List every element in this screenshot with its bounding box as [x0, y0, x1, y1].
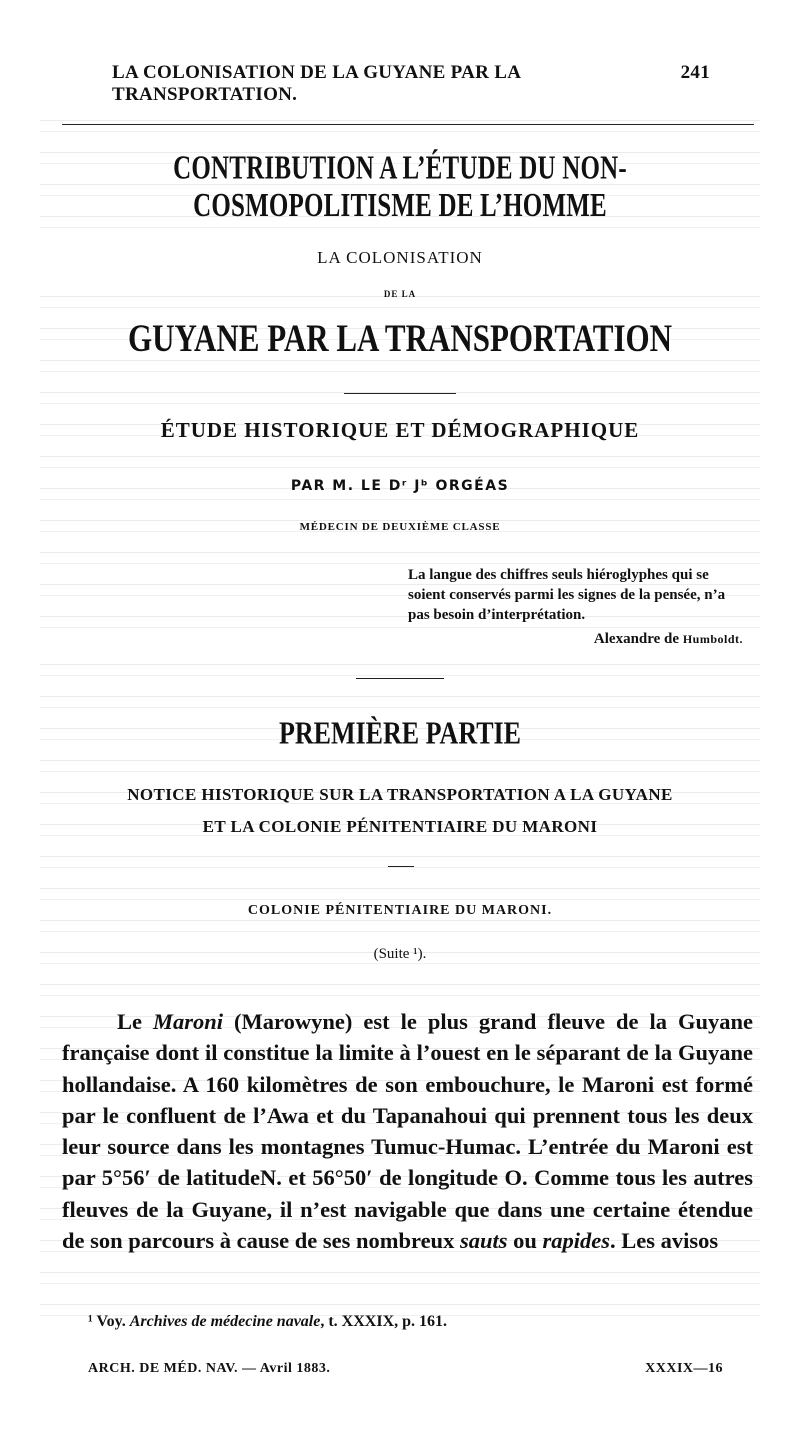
epigraph-attribution-prefix: Alexandre de [593, 631, 680, 647]
article-main-title: CONTRIBUTION A L’ÉTUDE DU NON-COSMOPOLITISME DE L’HOMME [173, 150, 627, 225]
footnote [88, 1313, 728, 1331]
body-river-name: Maroni [153, 1009, 224, 1034]
footnote-journal: Archives de médecine navale [129, 1313, 321, 1330]
article-subtitle-etude: ÉTUDE HISTORIQUE ET DÉMOGRAPHIQUE [160, 418, 640, 442]
body-end: . Les avisos [610, 1228, 719, 1254]
body-paragraph [62, 1006, 753, 1256]
signature-journal: ARCH. DE MÉD. NAV. — Avril 1883. [88, 1361, 331, 1376]
running-head [112, 62, 710, 106]
signature-line [88, 1361, 723, 1377]
footnote-prefix: Voy. [96, 1313, 130, 1330]
author-byline: PAR M. LE Dʳ Jᵇ ORGÉAS [290, 478, 510, 494]
section-suite: (Suite ¹). [373, 946, 427, 962]
part-title: PREMIÈRE PARTIE [278, 716, 521, 751]
section-title: COLONIE PÉNITENTIAIRE DU MARONI. [247, 903, 553, 918]
header-rule [62, 124, 754, 125]
epigraph-attribution-name: Humboldt. [682, 632, 743, 646]
notice-title-line2: ET LA COLONIE PÉNITENTIAIRE DU MARONI [202, 817, 598, 836]
author-role: MÉDECIN DE DEUXIÈME CLASSE [299, 521, 501, 533]
body-text-main: (Marowyne) est le plus grand fleuve de la Guyane française dont il constitue la limite à l’ouest en le séparant de la Guyane hollandaise. A 160 kilomètres de son embouchure, le Maroni est formé par le confluent de l’Awa et du Tapanahoui qui prennent tous les deux leur source dans les montagnes Tumuc-Humac. L’entrée du Maroni est par 5°56′ de latitudeN. et 56°50′ de longitude O. Comme tous les autres fleuves de la Guyane, il n’est navigable que dans une certaine étendue de son parcours à cause de ses nombreux [62, 1009, 753, 1254]
running-head-title: LA COLONISATION DE LA GUYANE PAR LA TRANSPORTATION. [112, 62, 521, 105]
article-subtitle-colonisation: LA COLONISATION [317, 248, 483, 267]
epigraph-text: La langue des chiffres seuls hiéroglyphes qui se soient conservés parmi les signes de la pensée, n’a pas besoin d’interprétation. [408, 567, 726, 623]
article-subtitle-de-la: DE LA [383, 289, 417, 299]
body-mid: ou [507, 1228, 543, 1254]
footnote-mark: ¹ [88, 1313, 93, 1330]
body-start: Le [117, 1009, 154, 1034]
notice-title-line1: NOTICE HISTORIQUE SUR LA TRANSPORTATION A LA GUYANE [127, 785, 673, 804]
body-sauts: sauts [459, 1228, 508, 1254]
epigraph-attribution [408, 631, 743, 648]
short-rule-3 [388, 866, 414, 867]
page-number: 241 [680, 62, 710, 83]
short-rule-2 [356, 678, 444, 679]
short-rule-1 [344, 393, 456, 394]
article-subtitle-guyane: GUYANE PAR LA TRANSPORTATION [127, 316, 673, 360]
body-rapides: rapides [542, 1228, 610, 1254]
footnote-suffix: , t. XXXIX, p. 161. [320, 1313, 448, 1330]
signature-mark: XXXIX—16 [645, 1361, 723, 1376]
